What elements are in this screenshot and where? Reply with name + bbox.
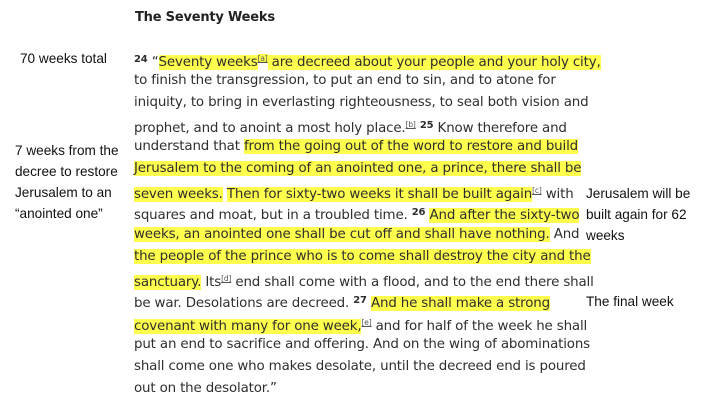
margin-note-line: built again for 62 bbox=[586, 207, 687, 222]
passage-line bbox=[134, 290, 592, 312]
text-run: shall come one who makes desolate, until the decreed end is poured bbox=[134, 359, 586, 374]
scripture-passage bbox=[134, 48, 601, 400]
highlighted-text: are decreed about your people and your holy city, bbox=[267, 55, 601, 70]
margin-note-line: “anointed one” bbox=[15, 206, 103, 221]
passage-line bbox=[134, 268, 592, 290]
highlighted-text: from the going out of the word to restore and build bbox=[243, 139, 579, 154]
highlighted-text: Then for sixty-two weeks it shall be built again bbox=[226, 187, 533, 202]
passage-line bbox=[134, 224, 592, 246]
footnote-marker[interactable]: [e] bbox=[361, 318, 372, 327]
passage-line bbox=[134, 92, 592, 114]
verse-number: 27 bbox=[353, 295, 367, 306]
verse-number: 26 bbox=[411, 207, 426, 218]
footnote-marker[interactable]: [c] bbox=[532, 186, 542, 195]
text-run: understand that bbox=[134, 139, 244, 154]
section-heading: The Seventy Weeks bbox=[135, 10, 275, 25]
text-run: Its bbox=[201, 275, 222, 290]
text-run: and for half of the week he shall bbox=[371, 319, 588, 334]
highlighted-text: covenant with many for one week, bbox=[134, 319, 362, 334]
margin-note-line: Jerusalem will be bbox=[586, 186, 691, 201]
margin-note-70-weeks bbox=[20, 48, 107, 69]
passage-line bbox=[134, 70, 592, 92]
highlighted-text: the people of the prince who is to come shall destroy the city and the bbox=[134, 249, 591, 264]
verse-number: 24 bbox=[134, 54, 148, 65]
passage-line bbox=[134, 378, 592, 400]
margin-note-62-weeks bbox=[586, 183, 690, 246]
text-run: to finish the transgression, to put an end to sin, and to atone for bbox=[134, 73, 556, 88]
footnote-marker[interactable]: [d] bbox=[221, 274, 232, 283]
margin-note-line: 70 weeks total bbox=[20, 51, 107, 66]
text-run: “ bbox=[147, 55, 159, 70]
highlighted-text: And after the sixty-two bbox=[429, 208, 580, 223]
passage-line bbox=[134, 136, 592, 158]
highlighted-text: Seventy weeks bbox=[158, 55, 258, 70]
text-run: put an end to sacrifice and offering. And on the wing of abominations bbox=[134, 337, 591, 352]
highlighted-text: sanctuary. bbox=[134, 275, 202, 290]
margin-note-line: weeks bbox=[586, 228, 625, 243]
passage-line bbox=[134, 246, 592, 268]
margin-note-7-weeks bbox=[15, 140, 119, 224]
footnote-marker[interactable]: [a] bbox=[257, 54, 268, 63]
passage-line bbox=[134, 356, 592, 378]
text-run: prophet, and to anoint a most holy place. bbox=[134, 121, 406, 136]
margin-note-line: decree to restore bbox=[15, 164, 118, 179]
highlighted-text: Jerusalem to the coming of an anointed one, a prince, there shall be bbox=[134, 161, 582, 176]
highlighted-text: weeks, an anointed one shall be cut off and shall have nothing. bbox=[134, 227, 550, 242]
text-run: iniquity, to bring in everlasting righteousness, to seal both vision and bbox=[134, 95, 589, 110]
margin-note-final-week bbox=[586, 291, 674, 312]
passage-line bbox=[134, 114, 592, 136]
text-run: out on the desolator.” bbox=[134, 381, 277, 396]
passage-line bbox=[134, 180, 592, 202]
text-run: with bbox=[541, 187, 574, 202]
verse-number: 25 bbox=[419, 120, 434, 131]
passage-line bbox=[134, 158, 592, 180]
text-run: Know therefore and bbox=[433, 121, 567, 136]
passage-line bbox=[134, 312, 592, 334]
footnote-marker[interactable]: [b] bbox=[405, 120, 416, 129]
highlighted-text: seven weeks. bbox=[134, 187, 223, 202]
passage-line bbox=[134, 202, 592, 224]
text-run: be war. Desolations are decreed. bbox=[134, 296, 354, 311]
text-run: And bbox=[549, 227, 580, 242]
margin-note-line: Jerusalem to an bbox=[15, 185, 112, 200]
passage-line bbox=[134, 334, 592, 356]
text-run: end shall come with a flood, and to the end there shall bbox=[231, 275, 594, 290]
highlighted-text: And he shall make a strong bbox=[370, 296, 550, 311]
margin-note-line: 7 weeks from the bbox=[15, 143, 119, 158]
text-run: squares and moat, but in a troubled time. bbox=[134, 208, 412, 223]
passage-line bbox=[134, 48, 601, 70]
margin-note-line: The final week bbox=[586, 294, 674, 309]
